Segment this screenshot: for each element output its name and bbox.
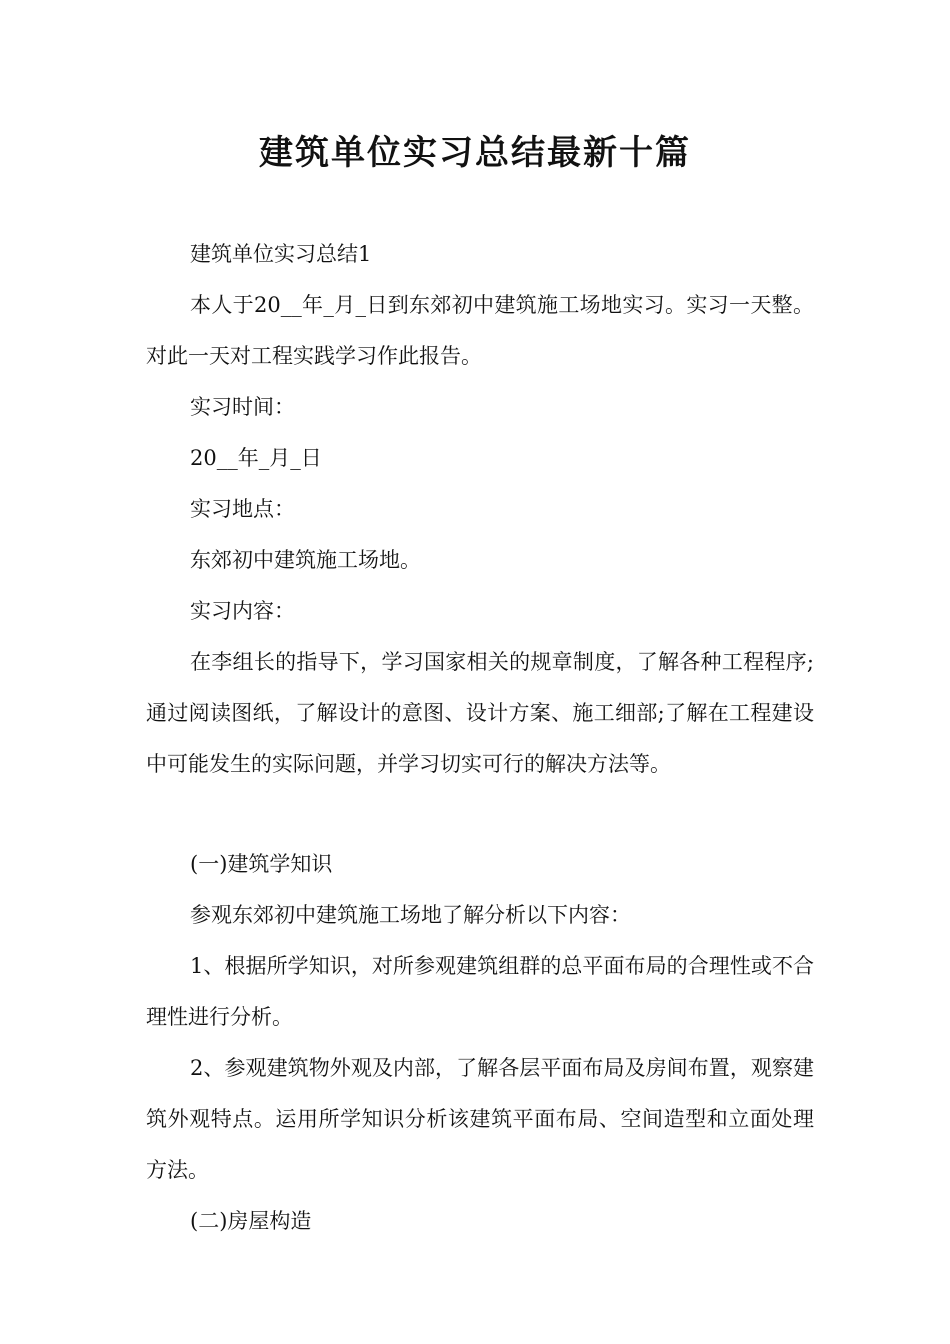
field-label: 实习内容： [190, 599, 295, 623]
paragraph: 参观东郊初中建筑施工场地了解分析以下内容： [190, 903, 631, 927]
field-label: 实习时间： [190, 395, 295, 419]
section-heading: (一)建筑学知识 [190, 852, 333, 876]
document-body [146, 229, 814, 1247]
list-item: 2、参观建筑物外观及内部，了解各层平面布局及房间布置，观察建筑外观特点。运用所学知识分析该建筑平面布局、空间造型和立面处理方法。 [146, 1056, 814, 1182]
field-label: 实习地点： [190, 497, 295, 521]
paragraph: 在李组长的指导下，学习国家相关的规章制度，了解各种工程程序;通过阅读图纸，了解设计的意图、设计方案、施工细部;了解在工程建设中可能发生的实际问题，并学习切实可行的解决方法等。 [146, 650, 814, 776]
document-title: 建筑单位实习总结最新十篇 [259, 133, 691, 173]
field-value: 东郊初中建筑施工场地。 [190, 548, 421, 572]
section-heading: 建筑单位实习总结1 [190, 242, 372, 266]
field-value: 20__年_月_日 [190, 446, 322, 470]
paragraph: 本人于20__年_月_日到东郊初中建筑施工场地实习。实习一天整。对此一天对工程实践学习作此报告。 [146, 293, 814, 368]
list-item: 1、根据所学知识，对所参观建筑组群的总平面布局的合理性或不合理性进行分析。 [146, 954, 814, 1029]
section-heading: (二)房屋构造 [190, 1209, 312, 1233]
